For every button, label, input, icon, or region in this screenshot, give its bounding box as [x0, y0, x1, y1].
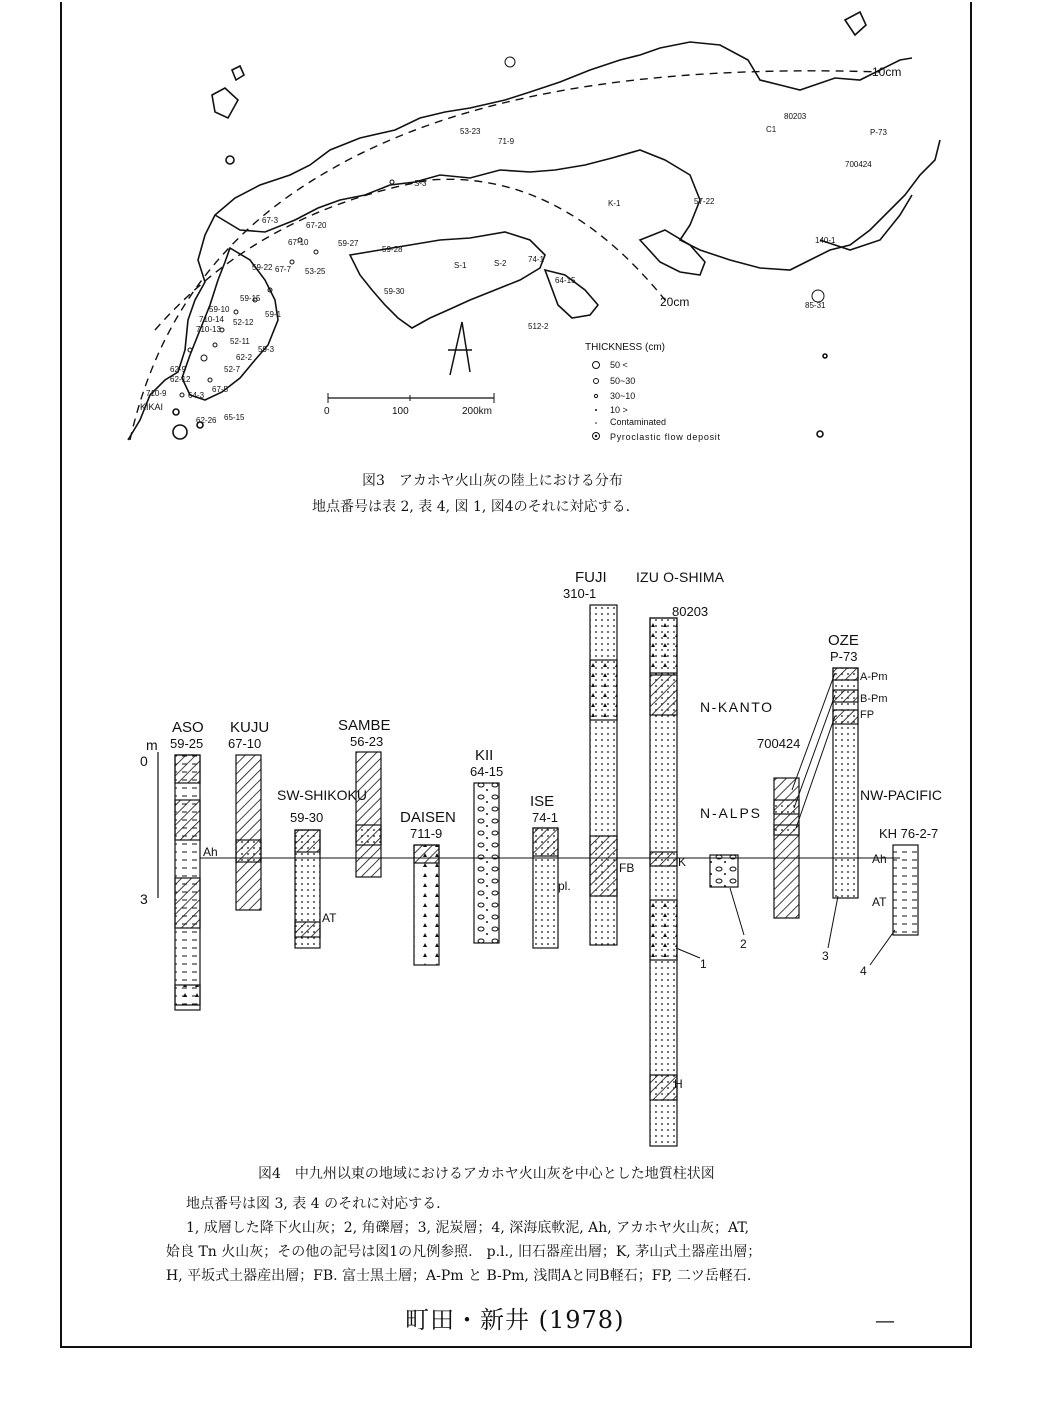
column-name: NW-PACIFIC — [860, 787, 942, 803]
column-headings — [170, 569, 942, 841]
north-arrow-icon — [448, 322, 472, 375]
note-number: 2 — [740, 937, 747, 951]
column-kuju — [236, 755, 261, 910]
column-fuji — [590, 605, 617, 945]
scale-tick: 0 — [324, 406, 330, 417]
site-label: 700424 — [845, 160, 872, 169]
marker-fb: FB — [619, 861, 635, 875]
column-name: DAISEN — [400, 809, 456, 826]
scale-tick: 200km — [462, 406, 493, 417]
column-n-kanto — [774, 778, 799, 918]
legend-title: THICKNESS (cm) — [585, 342, 665, 353]
marker-h: H — [674, 1077, 683, 1091]
site-label: 710-13 — [196, 325, 221, 334]
note-number: 1 — [700, 957, 707, 971]
site-label: 67-7 — [275, 265, 292, 274]
isopach-label-10: 10cm — [872, 65, 902, 79]
isopach-label-20: 20cm — [660, 295, 690, 309]
column-sw-shikoku — [295, 830, 320, 948]
column-id: 59-25 — [170, 736, 204, 751]
column-ise — [533, 828, 558, 948]
legend-item: Pyroclastic flow deposit — [610, 432, 720, 442]
stratigraphic-columns — [175, 605, 918, 1146]
site-label: 59-22 — [252, 263, 273, 272]
column-n-alps — [710, 855, 738, 887]
column-daisen — [414, 845, 439, 965]
column-id: 80203 — [672, 604, 709, 619]
site-label: 67-5 — [212, 385, 229, 394]
column-kii — [474, 783, 499, 943]
marker-apm: A-Pm — [860, 671, 888, 683]
axis-tick: 3 — [140, 891, 148, 907]
note-number: 4 — [860, 964, 867, 978]
shikoku-coast — [350, 232, 545, 328]
site-label: P-73 — [870, 128, 887, 137]
column-id: 711-9 — [410, 826, 443, 841]
legend-item: 50 < — [610, 360, 628, 370]
site-label: S-1 — [454, 261, 467, 270]
note-number: 3 — [822, 949, 829, 963]
marker-bpm: B-Pm — [860, 693, 888, 705]
site-label: 710-9 — [146, 389, 167, 398]
marker-fp: FP — [860, 709, 875, 721]
column-izu-oshima — [650, 618, 677, 1146]
site-label: 52-11 — [230, 337, 250, 346]
fig4-line4: H, 平坂式土器産出層；FB. 富士黒土層；A-Pm と B-Pm, 浅間Aと同B軽石；FP, 二ツ岳軽石. — [166, 1268, 752, 1284]
scale-tick: 100 — [392, 406, 409, 417]
legend-item: Contaminated — [610, 417, 667, 427]
fig4-title: 図4 中九州以東の地域におけるアカホヤ火山灰を中心とした地質柱状図 — [258, 1166, 715, 1182]
site-label: 710-14 — [199, 315, 224, 324]
site-label: 57-22 — [694, 197, 715, 206]
column-name: SAMBE — [338, 717, 391, 734]
site-label: 512-2 — [528, 322, 549, 331]
column-name: N-KANTO — [700, 699, 772, 715]
fig4-line3: 姶良 Tn 火山灰；その他の記号は図1の凡例参照. p.l., 旧石器産出層；K, 茅山式土器産出層； — [166, 1244, 762, 1260]
column-name: OZE — [828, 632, 859, 649]
marker-ah-pacific: Ah — [872, 852, 887, 866]
column-id: 700424 — [757, 736, 801, 751]
column-id: 310-1 — [563, 586, 597, 601]
japan-coastline — [128, 42, 912, 440]
site-label: 64-15 — [555, 276, 576, 285]
legend-item: 10 > — [610, 405, 628, 415]
marker-k: K — [678, 855, 687, 869]
marker-ah: Ah — [203, 845, 218, 859]
site-label: 59-28 — [382, 245, 403, 254]
depth-axis — [140, 737, 158, 907]
site-label: 67-20 — [306, 221, 327, 230]
site-label: 67-10 — [288, 238, 309, 247]
site-label: C1 — [766, 125, 777, 134]
legend-item: 30~10 — [610, 391, 636, 401]
column-name: N-ALPS — [700, 805, 760, 821]
site-label: S-3 — [414, 179, 427, 188]
site-label: 85-31 — [805, 301, 826, 310]
column-id: 74-1 — [532, 810, 559, 825]
column-id: KH 76-2-7 — [879, 826, 939, 841]
distribution-map — [128, 12, 940, 440]
column-id: 59-30 — [290, 810, 324, 825]
column-sambe — [356, 752, 381, 877]
column-name: IZU O-SHIMA — [636, 569, 724, 585]
site-label: 67-3 — [262, 216, 279, 225]
site-label: KIKAI — [140, 402, 164, 412]
site-label: 53-23 — [460, 127, 481, 136]
column-nw-pacific — [893, 845, 918, 935]
marker-at: AT — [322, 911, 337, 925]
column-name: SW-SHIKOKU — [277, 787, 367, 803]
column-name: FUJI — [575, 569, 607, 586]
site-label: 65-15 — [224, 413, 245, 422]
fig3-title: 図3 アカホヤ火山灰の陸上における分布 — [362, 473, 623, 489]
site-label: 62-9 — [170, 365, 187, 374]
marker-at-pacific: AT — [872, 895, 887, 909]
column-id: 64-15 — [470, 764, 504, 779]
site-label: 59-27 — [338, 239, 359, 248]
fig4-line1: 地点番号は図 3, 表 4 のそれに対応する. — [186, 1196, 441, 1212]
site-label: 59-1 — [265, 310, 282, 319]
site-label: 80203 — [784, 112, 807, 121]
site-label: 52-12 — [233, 318, 254, 327]
site-label: 62-12 — [170, 375, 191, 384]
column-oze — [833, 668, 858, 898]
site-label: 59-3 — [258, 345, 275, 354]
column-id: 56-23 — [350, 734, 384, 749]
legend-item: 50~30 — [610, 376, 636, 386]
site-label: 140-1 — [815, 236, 836, 245]
site-label: K-1 — [608, 199, 621, 208]
site-label: S-2 — [494, 259, 507, 268]
axis-unit: m — [146, 737, 158, 753]
column-name: ISE — [530, 793, 555, 810]
site-label: 64-3 — [188, 391, 205, 400]
column-name: ASO — [172, 719, 204, 736]
column-name: KII — [475, 747, 494, 764]
site-label: 62-2 — [236, 353, 253, 362]
site-label: 52-7 — [224, 365, 241, 374]
authors-citation: 町田・新井 (1978) — [405, 1306, 625, 1334]
site-label: 53-25 — [305, 267, 326, 276]
fig4-line2: 1, 成層した降下火山灰；2, 角礫層；3, 泥炭層；4, 深海底軟泥, Ah, アカホヤ火山灰；AT, — [186, 1220, 750, 1236]
column-name: KUJU — [230, 719, 270, 736]
fig3-note: 地点番号は表 2, 表 4, 図 1, 図4のそれに対応する. — [312, 499, 631, 515]
site-label: 71-9 — [498, 137, 515, 146]
column-id: 67-10 — [228, 736, 262, 751]
site-label: 62-26 — [196, 416, 217, 425]
map-legend — [585, 342, 720, 442]
axis-tick: 0 — [140, 753, 148, 769]
marker-pl: pl. — [558, 879, 571, 893]
site-label: 59-30 — [384, 287, 405, 296]
column-id: P-73 — [830, 649, 858, 664]
site-label: 74-1 — [528, 255, 545, 264]
column-aso — [175, 755, 200, 1010]
site-label: 59-15 — [240, 294, 261, 303]
scale-bar — [324, 393, 494, 417]
corner-mark: — — [875, 1308, 895, 1332]
site-label: 59-10 — [209, 305, 230, 314]
